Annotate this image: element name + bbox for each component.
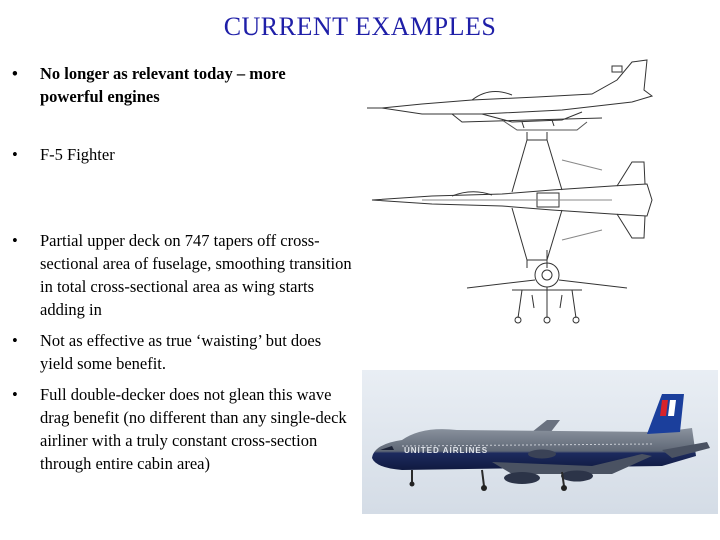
boeing-747-photo xyxy=(362,370,718,514)
bullet-text: F-5 Fighter xyxy=(40,145,115,164)
bullet-double-decker xyxy=(12,383,352,475)
bullet-engines xyxy=(12,62,352,108)
bullet-marker: • xyxy=(12,145,18,164)
f5-fighter-drawing xyxy=(362,50,662,328)
f5-side-view xyxy=(367,60,652,130)
livery-text: UNITED AIRLINES xyxy=(404,446,489,455)
bullet-waisting xyxy=(12,329,352,375)
bullet-upper-deck xyxy=(12,229,352,321)
f5-front-view xyxy=(467,250,627,323)
bullet-text: Not as effective as true ‘waisting’ but does yield some benefit. xyxy=(40,331,322,373)
bullet-text: No longer as relevant today – more powerful engines xyxy=(40,64,286,106)
bullet-f5 xyxy=(12,143,352,166)
bullet-marker: • xyxy=(12,331,18,350)
bullet-marker: • xyxy=(12,231,18,250)
boeing-747-photo-icon xyxy=(362,370,718,514)
bullet-marker: • xyxy=(12,385,18,404)
slide-title: CURRENT EXAMPLES xyxy=(223,12,497,41)
f5-fighter-three-view-icon xyxy=(362,50,662,328)
bullet-text: Partial upper deck on 747 tapers off cross-sectional area of fuselage, smoothing transition in total cross-sectional area as wing starts adding in xyxy=(40,231,352,319)
bullet-text: Full double-decker does not glean this wave drag benefit (no different than any single-deck airliner with a truly constant cross-section through entire cabin area) xyxy=(40,385,347,473)
bullet-marker: • xyxy=(12,64,18,83)
f5-top-view xyxy=(372,132,652,268)
